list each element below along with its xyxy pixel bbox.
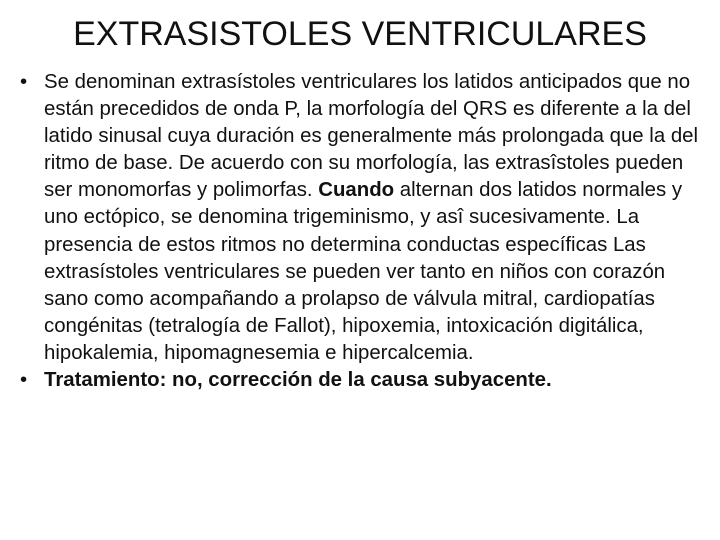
bullet-icon: • bbox=[20, 369, 28, 392]
description-text bbox=[44, 71, 698, 364]
bullet-list bbox=[20, 69, 706, 394]
description-bold-word: Cuando bbox=[318, 179, 395, 202]
bullet-icon: • bbox=[20, 71, 28, 93]
treatment-text: Tratamiento: no, corrección de la causa subyacente. bbox=[44, 369, 552, 392]
description-text-start: Se denominan extrasístoles ventriculares los latidos anticipados que no están precedidos de onda P, la morfología del QRS es diferente a la del latido sinusal cuya duración es generalmente más prolongada que la del ritmo de base. De acuerdo con su morfología, las extrasîstoles pueden ser monomorfas y polimorfas. bbox=[44, 71, 699, 202]
list-item-treatment bbox=[20, 367, 706, 394]
slide-title: EXTRASISTOLES VENTRICULARES bbox=[73, 15, 647, 53]
list-item-description bbox=[20, 69, 706, 367]
description-text-end: alternan dos latidos normales y uno ectópico, se denomina trigeminismo, y asî sucesivamente. La presencia de estos ritmos no determina conductas específicas Las extrasístoles ventriculares se pueden ver tanto en niños con corazón sano como acompañando a prolapso de válvula mitral, cardiopatías congénitas (tetralogía de Fallot), hipoxemia, intoxicación digitálica, hipokalemia, hipomagnesemia e hipercalcemia. bbox=[44, 179, 683, 364]
